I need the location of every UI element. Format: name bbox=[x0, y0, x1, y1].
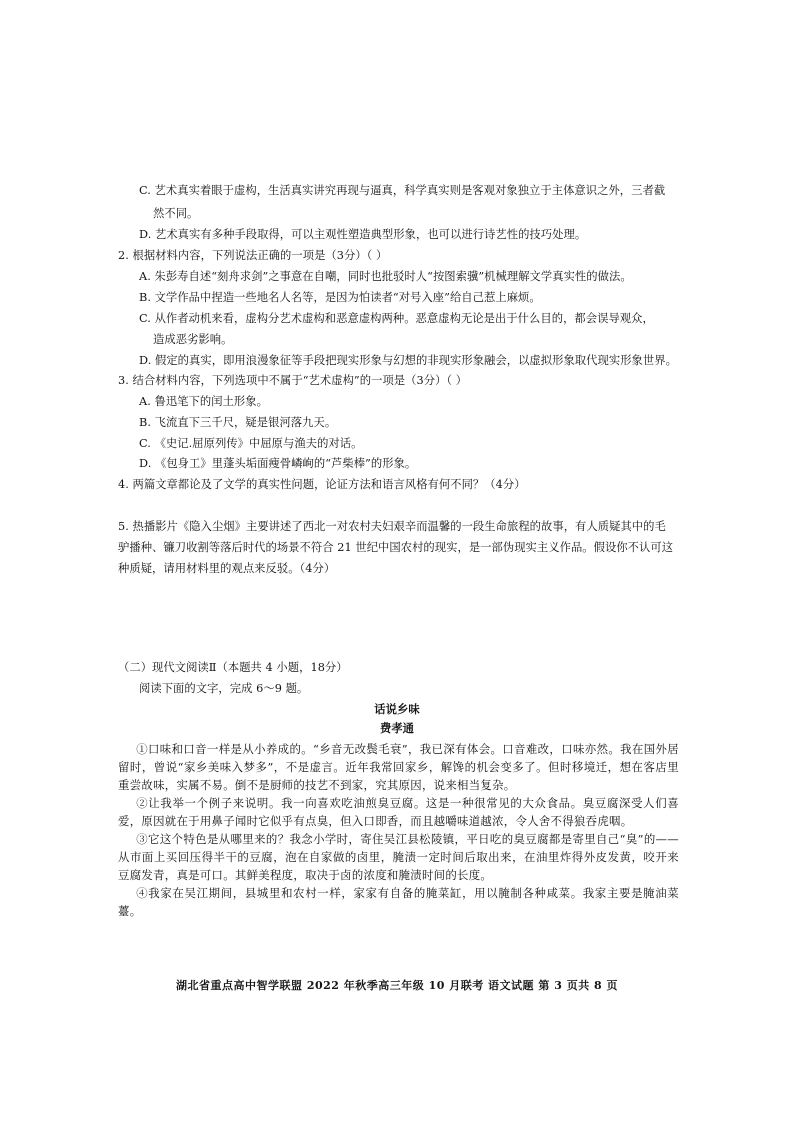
page-footer: 湖北省重点高中智学联盟 2022 年秋季高三年级 10 月联考 语文试题 第 3 页共 8 页 bbox=[175, 979, 619, 992]
q2-option-b: B. 文学作品中捏造一些地名人名等，是因为怕读者“对号入座”给自己惹上麻烦。 bbox=[139, 291, 541, 304]
section-heading: （二）现代文阅读Ⅱ（本题共 4 小题，18分） bbox=[118, 661, 348, 674]
q5-line1: 5. 热播影片《隐入尘烟》主要讲述了西北一对农村夫妇艰辛而温馨的一段生命旅程的故事，有人质疑其中的毛 bbox=[118, 520, 666, 533]
q3-stem: 3. 结合材料内容，下列选项中不属于“艺术虚构”的一项是（3分）（ ） bbox=[118, 374, 468, 387]
q1-option-c-line2: 然不同。 bbox=[153, 207, 199, 220]
q4-stem: 4. 两篇文章都论及了文学的真实性问题，论证方法和语言风格有何不同？（4分） bbox=[118, 478, 526, 491]
section-instruction: 阅读下面的文字，完成 6～9 题。 bbox=[139, 682, 309, 695]
q1-option-c-line1: C. 艺术真实着眼于虚构，生活真实讲究再现与逼真，科学真实则是客观对象独立于主体意识之外，三者截 bbox=[139, 184, 666, 197]
passage-paragraph-3: ③它这个特色是从哪里来的？我念小学时，寄住吴江县松陵镇，平日吃的臭豆腐都是寄里自己“臭”的——从市面上买回压得半干的豆腐，泡在自家做的卤里，腌渍一定时间后取出来，在油里炸得外皮发黄，咬开来豆腐发青，真是可口。其鲜美程度，取决于卤的浓度和腌渍时间的长度。 bbox=[118, 832, 679, 882]
passage-title: 话说乡味 bbox=[374, 702, 420, 716]
q1-option-d: D. 艺术真实有多种手段取得，可以主观性塑造典型形象，也可以进行诗艺性的技巧处理。 bbox=[139, 228, 587, 241]
passage-author: 费孝通 bbox=[379, 721, 415, 735]
passage-paragraph-2: ②让我举一个例子来说明。我一向喜欢吃油煎臭豆腐。这是一种很常见的大众食品。臭豆腐深受人们喜爱，原因就在于用鼻子闻时它似乎有点臭，但入口即香，而且越嚼味道越浓，令人舍不得狼吞虎咽。 bbox=[118, 796, 679, 828]
q3-option-c: C. 《史记.屈原列传》中屈原与渔夫的对话。 bbox=[139, 437, 363, 450]
q3-option-d: D. 《包身工》里蓬头垢面瘦骨嶙峋的“芦柴棒”的形象。 bbox=[139, 457, 417, 470]
q5-line3: 种质疑，请用材料里的观点来反驳。（4分） bbox=[118, 562, 336, 575]
passage-paragraph-1: ①口味和口音一样是从小养成的。“乡音无改鬓毛衰”，我已深有体会。口音难改，口味亦然。我在国外居留时，曾说“家乡美味入梦多”，不是虚言。近年我常回家乡，解馋的机会变多了。但时移境迁，想在客店里重尝故味，实属不易。倒不是厨师的技艺不到家，究其原因，说来相当复杂。 bbox=[118, 742, 679, 792]
passage-body bbox=[118, 740, 679, 920]
q3-option-b: B. 飞流直下三千尺，疑是银河落九天。 bbox=[139, 416, 337, 429]
q5-line2: 驴播种、镰刀收割等落后时代的场景不符合 21 世纪中国农村的现实，是一部伪现实主义作品。假设你不认可这 bbox=[118, 541, 674, 554]
q3-option-a: A. 鲁迅笔下的闰土形象。 bbox=[139, 395, 268, 408]
q2-option-d: D. 假定的真实，即用浪漫象征等手段把现实形象与幻想的非现实形象融会，以虚拟形象取代现实形象世界。 bbox=[139, 354, 677, 367]
q2-option-a: A. 朱彭寿自述“刻舟求剑”之事意在自嘲，同时也批驳时人“按图索骥”机械理解文学真实性的做法。 bbox=[139, 270, 632, 283]
q2-option-c-line1: C. 从作者动机来看，虚构分艺术虚构和恶意虚构两种。恶意虚构无论是出于什么目的，都会误导观众， bbox=[139, 312, 654, 325]
q2-stem: 2. 根据材料内容，下列说法正确的一项是（3分）（ ） bbox=[118, 249, 388, 262]
passage-paragraph-4: ④我家在吴江期间，县城里和农村一样，家家有自备的腌菜缸，用以腌制各种咸菜。我家主要是腌油菜薹。 bbox=[118, 886, 679, 918]
q2-option-c-line2: 造成恶劣影响。 bbox=[153, 333, 233, 346]
